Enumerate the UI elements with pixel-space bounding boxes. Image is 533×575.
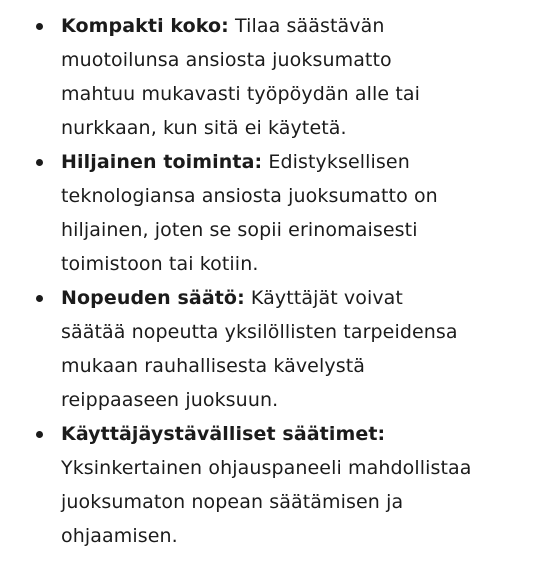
bullet-icon (36, 159, 43, 166)
bullet-icon (36, 295, 43, 302)
feature-term: Hiljainen toiminta: (61, 151, 263, 173)
bullet-icon (36, 431, 43, 438)
feature-description: Edistyksellisen teknologiansa ansiosta juoksumatto on hiljainen, joten se sopii erinomaisesti toimistoon tai kotiin. (61, 151, 438, 275)
feature-term: Nopeuden säätö: (61, 287, 245, 309)
feature-description: Yksinkertainen ohjauspaneeli mahdollistaa juoksumaton nopean säätämisen ja ohjaamisen. (61, 457, 472, 547)
bullet-icon (36, 23, 43, 30)
feature-list (0, 9, 472, 553)
feature-description: Tilaa säästävän muotoilunsa ansiosta juoksumatto mahtuu mukavasti työpöydän alle tai nurkkaan, kun sitä ei käytetä. (61, 15, 421, 139)
list-item (61, 9, 472, 145)
feature-term: Käyttäjäystävälliset säätimet: (61, 423, 386, 445)
feature-description: Käyttäjät voivat säätää nopeutta yksilöllisten tarpeidensa mukaan rauhallisesta kävelystä reippaaseen juoksuun. (61, 287, 458, 411)
list-item (61, 281, 472, 417)
feature-term: Kompakti koko: (61, 15, 229, 37)
list-item (61, 145, 472, 281)
list-item (61, 417, 472, 553)
